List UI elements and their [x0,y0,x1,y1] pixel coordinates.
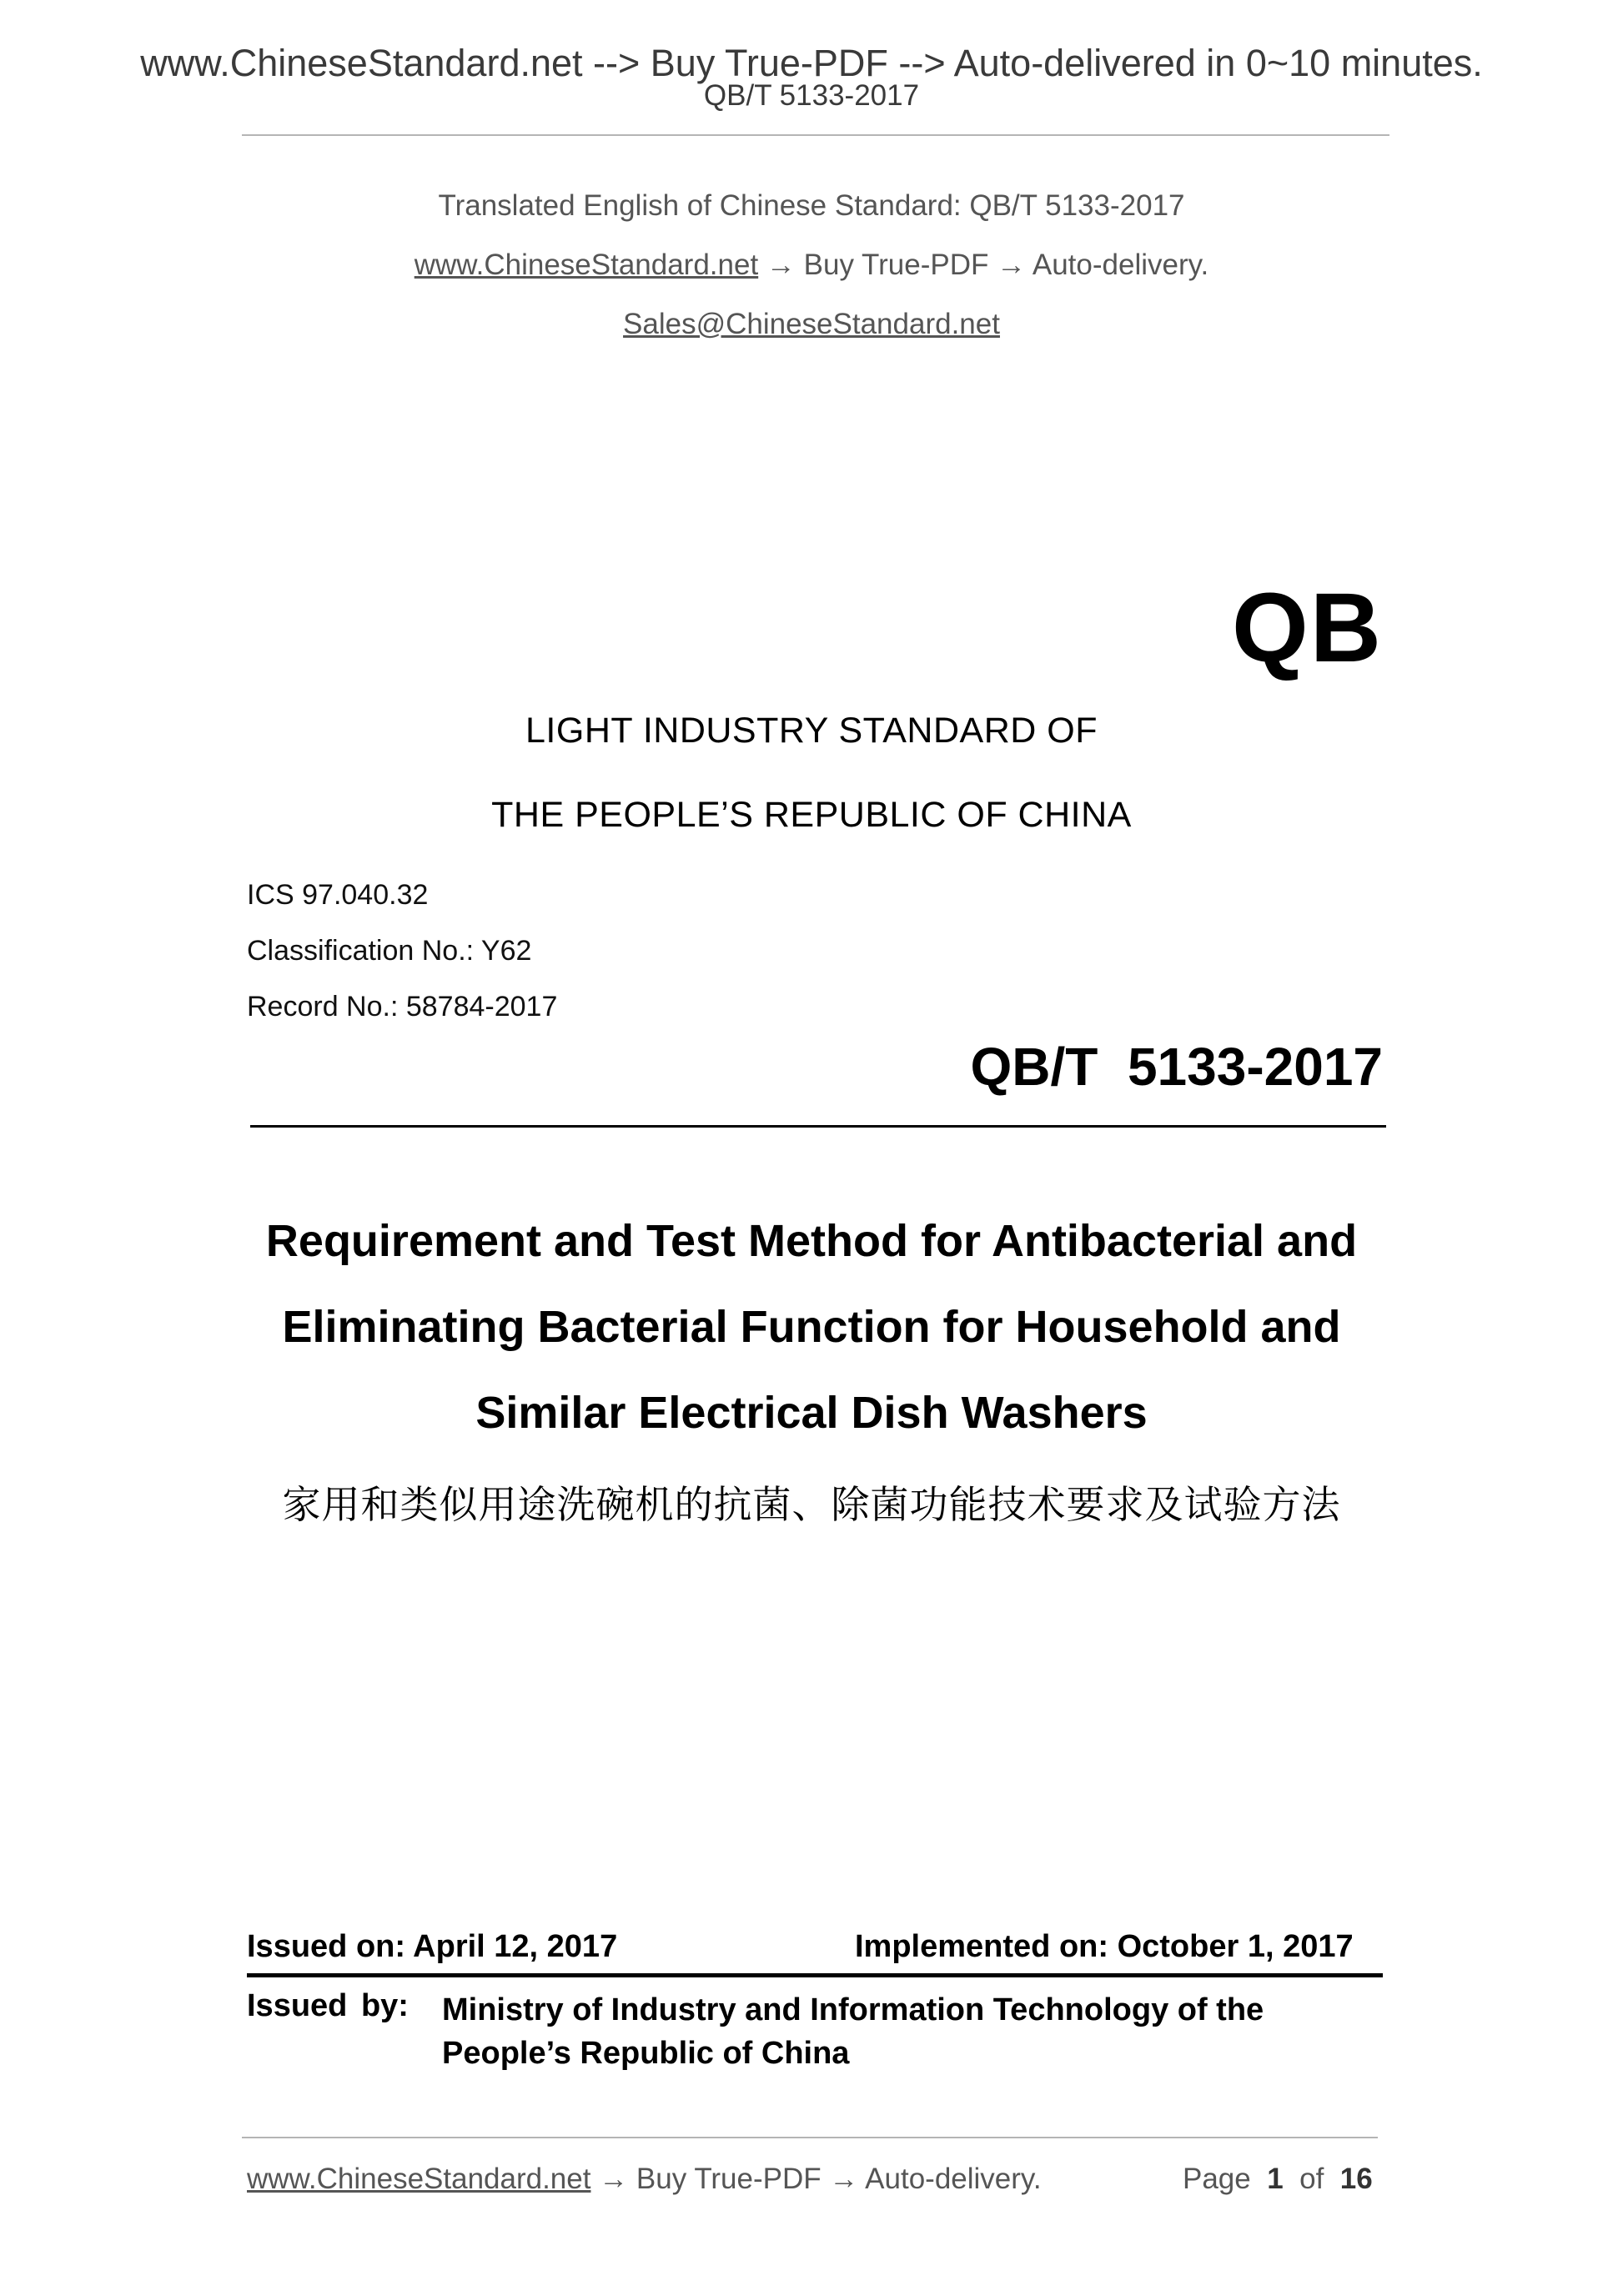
standard-type-line1: LIGHT INDUSTRY STANDARD OF [525,711,1098,751]
chinese-title: 家用和类似用途洗碗机的抗菌、除菌功能技术要求及试验方法 [282,1482,1341,1527]
page-label: Page [1183,2163,1251,2195]
footer-divider [242,2137,1378,2138]
standard-code-divider [250,1125,1386,1128]
site-line [0,249,1623,282]
standard-code: QB/T 5133-2017 [970,1037,1383,1097]
title-line3: Similar Electrical Dish Washers [475,1388,1148,1438]
issued-by-label: Issued by: [247,1988,409,2023]
page-current: 1 [1267,2163,1284,2195]
site-link[interactable]: www.ChineseStandard.net [414,249,759,281]
footer-site-line [247,2163,1042,2196]
page-total: 16 [1339,2163,1373,2195]
record-number: Record No.: 58784-2017 [247,991,558,1022]
issued-on-date: Issued on: April 12, 2017 [247,1929,618,1964]
footer-site-link[interactable]: www.ChineseStandard.net [247,2163,591,2195]
issued-by-line2: People’s Republic of China [442,2036,850,2071]
classification-number: Classification No.: Y62 [247,935,532,967]
email-link[interactable]: Sales@ChineseStandard.net [623,308,1000,340]
standard-type-line2: THE PEOPLE’S REPUBLIC OF CHINA [491,795,1132,835]
issued-by-line1: Ministry of Industry and Information Technology of the [442,1992,1264,2027]
site-suffix: → Buy True-PDF → Auto-delivery. [758,249,1209,281]
page-number [1183,2163,1373,2196]
page-of: of [1299,2163,1324,2195]
title-line2: Eliminating Bacterial Function for Household and [282,1302,1341,1352]
standard-logo-code: QB [1232,573,1383,683]
header-divider [242,134,1389,136]
issued-by-authority [442,1988,1386,2075]
translated-notice: Translated English of Chinese Standard: QB/T 5133-2017 [438,189,1185,222]
issue-divider [247,1973,1383,1977]
email-line [0,308,1623,341]
implemented-on-date: Implemented on: October 1, 2017 [855,1929,1354,1964]
title-line1: Requirement and Test Method for Antibacterial and [265,1216,1358,1266]
footer-site-suffix: → Buy True-PDF → Auto-delivery. [590,2163,1042,2195]
ics-number: ICS 97.040.32 [247,879,429,911]
running-head: QB/T 5133-2017 [703,79,920,112]
top-banner: www.ChineseStandard.net --> Buy True-PDF --> Auto-delivered in 0~10 minutes. [140,42,1483,84]
